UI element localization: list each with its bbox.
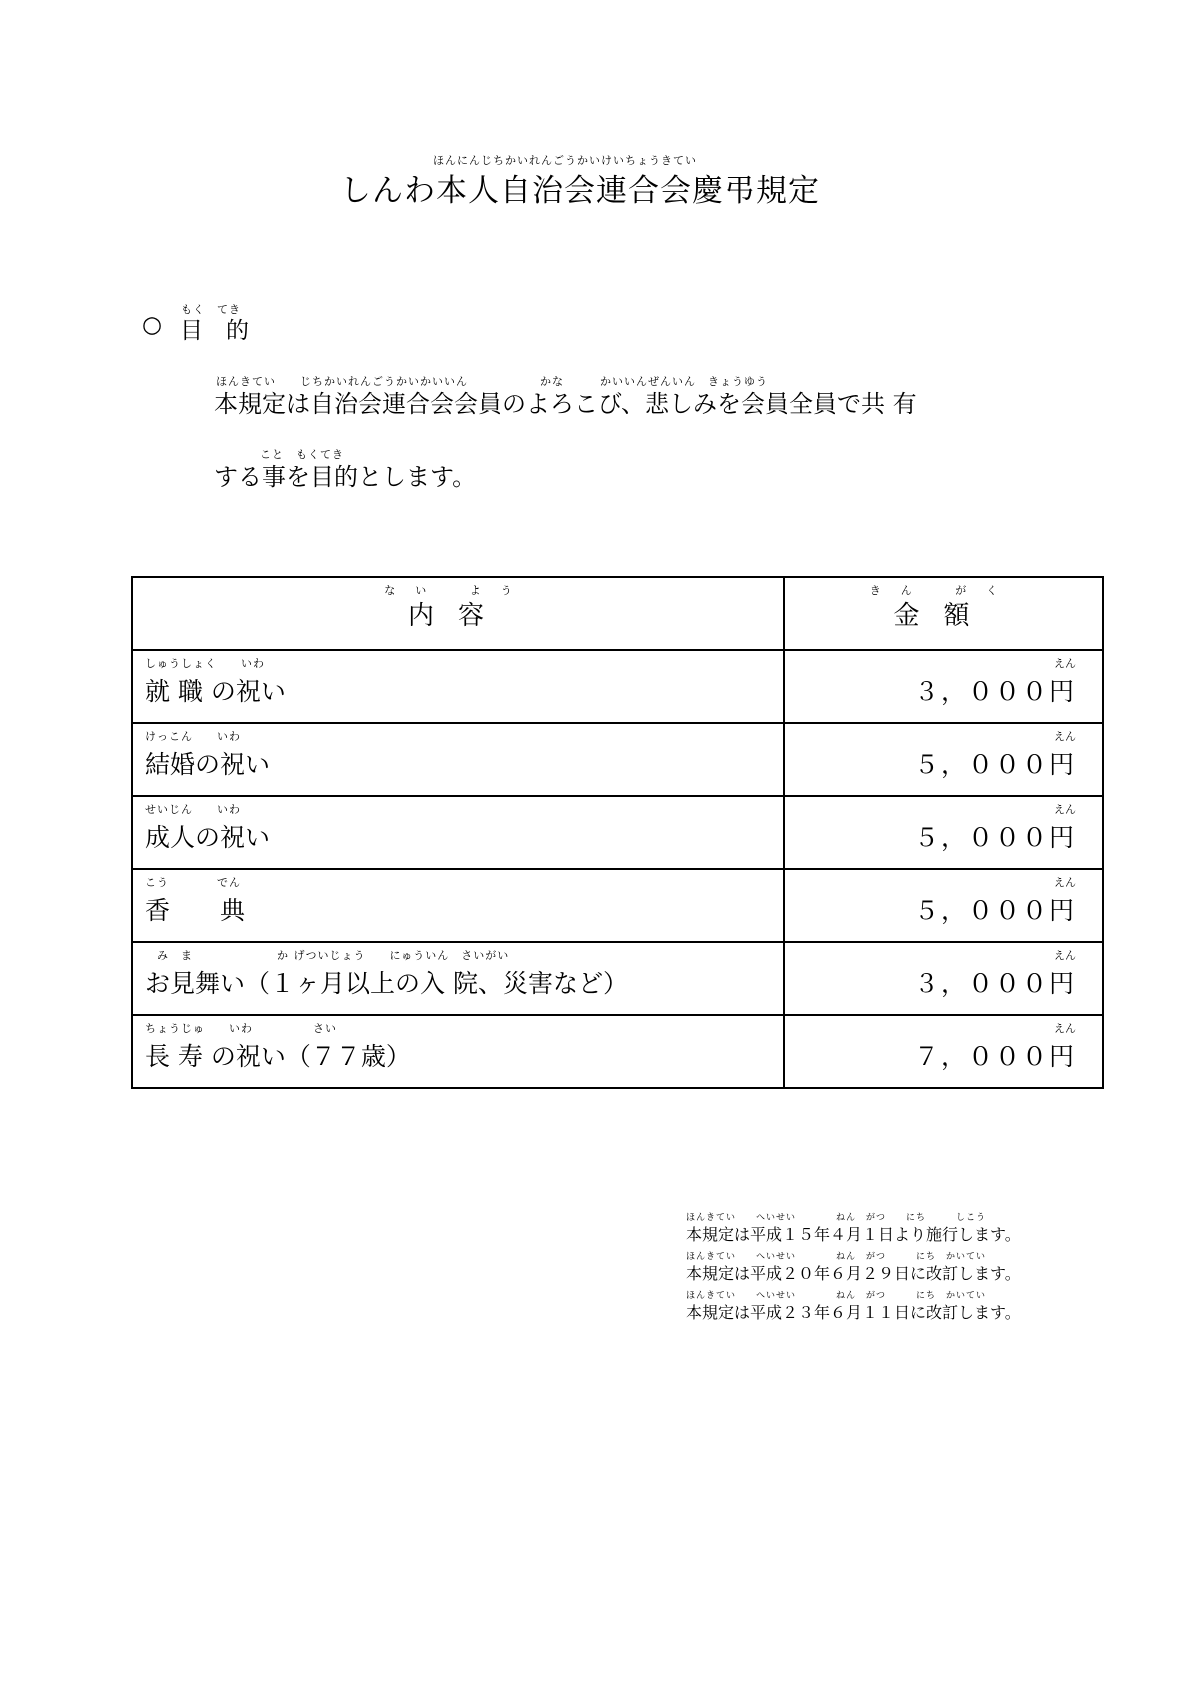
revision-note-text: 本規定は平成２０年６月２９日に改訂します。 bbox=[686, 1264, 1021, 1283]
purpose-heading: 目 的 bbox=[180, 318, 249, 344]
table-header-row bbox=[132, 577, 1103, 650]
row-amount-ruby: えん bbox=[1054, 949, 1076, 962]
header-amount-ruby: きん がく bbox=[869, 584, 1018, 597]
row-item: 成人の祝い bbox=[145, 823, 271, 852]
table-row bbox=[132, 1015, 1103, 1088]
row-item-ruby: み ま か げついじょう にゅういん さいがい bbox=[145, 949, 510, 962]
row-item-cell bbox=[132, 1015, 784, 1088]
row-amount-ruby: えん bbox=[1054, 730, 1076, 743]
row-amount-cell bbox=[784, 1015, 1103, 1088]
row-item-cell bbox=[132, 942, 784, 1015]
table-row bbox=[132, 796, 1103, 869]
row-item-ruby: けっこん いわ bbox=[145, 730, 241, 743]
table-row bbox=[132, 942, 1103, 1015]
row-item-ruby: ちょうじゅ いわ さい bbox=[145, 1022, 337, 1035]
purpose-line2-ruby: こと もくてき bbox=[260, 448, 344, 461]
document-title: しんわ本人自治会連合会慶弔規定 bbox=[340, 173, 820, 209]
row-amount-ruby: えん bbox=[1054, 803, 1076, 816]
row-item-ruby: せいじん いわ bbox=[145, 803, 241, 816]
revision-note-text: 本規定は平成１５年４月１日より施行します。 bbox=[686, 1225, 1021, 1244]
row-item: 結婚の祝い bbox=[145, 750, 271, 779]
fee-table bbox=[131, 576, 1104, 1089]
row-item-cell bbox=[132, 796, 784, 869]
table-row bbox=[132, 869, 1103, 942]
row-amount-cell bbox=[784, 869, 1103, 942]
row-item: お見舞い（１ヶ月以上の入 院、災害など） bbox=[145, 969, 628, 998]
row-amount: ３，０００円 bbox=[913, 969, 1076, 998]
header-content-label: 内容 bbox=[407, 601, 508, 631]
document-title-ruby: ほんにんじちかいれんごうかいけいちょうきてい bbox=[433, 154, 697, 167]
row-item-ruby: しゅうしょく いわ bbox=[145, 657, 265, 670]
revision-note-ruby: ほんきてい へいせい ねん がつ にち しこう bbox=[686, 1213, 987, 1223]
purpose-line2: する事を目的とします。 bbox=[214, 463, 477, 491]
table-row bbox=[132, 650, 1103, 723]
row-amount-cell bbox=[784, 723, 1103, 796]
row-amount-cell bbox=[784, 650, 1103, 723]
header-amount bbox=[784, 577, 1103, 650]
revision-note-text: 本規定は平成２３年６月１１日に改訂します。 bbox=[686, 1303, 1021, 1322]
row-amount: ３，０００円 bbox=[913, 677, 1076, 706]
revision-note-ruby: ほんきてい へいせい ねん がつ にち かいてい bbox=[686, 1291, 987, 1301]
row-amount: ５，０００円 bbox=[913, 896, 1076, 925]
table-row bbox=[132, 723, 1103, 796]
header-content bbox=[132, 577, 784, 650]
row-item: 長 寿 の祝い（７７歳） bbox=[145, 1042, 411, 1071]
row-amount-ruby: えん bbox=[1054, 1022, 1076, 1035]
row-amount-cell bbox=[784, 942, 1103, 1015]
row-item-cell bbox=[132, 723, 784, 796]
row-amount: ７，０００円 bbox=[913, 1042, 1076, 1071]
purpose-line1-ruby: ほんきてい じちかいれんごうかいかいいん かな かいいんぜんいん きょうゆう bbox=[216, 375, 768, 388]
purpose-bullet: ○ bbox=[142, 312, 163, 338]
header-amount-label: 金額 bbox=[893, 601, 994, 631]
row-item: 就 職 の祝い bbox=[145, 677, 286, 706]
row-item-cell bbox=[132, 869, 784, 942]
row-item-ruby: こう でん bbox=[145, 876, 241, 889]
row-amount: ５，０００円 bbox=[913, 823, 1076, 852]
row-amount: ５，０００円 bbox=[913, 750, 1076, 779]
row-amount-cell bbox=[784, 796, 1103, 869]
row-item: 香 典 bbox=[145, 896, 246, 925]
header-content-ruby: ない よう bbox=[384, 584, 532, 597]
row-amount-ruby: えん bbox=[1054, 876, 1076, 889]
row-amount-ruby: えん bbox=[1054, 657, 1076, 670]
revision-note-ruby: ほんきてい へいせい ねん がつ にち かいてい bbox=[686, 1252, 987, 1262]
purpose-heading-ruby: もく てき bbox=[181, 303, 241, 316]
row-item-cell bbox=[132, 650, 784, 723]
purpose-line1: 本規定は自治会連合会会員のよろこび、悲しみを会員全員で共 有 bbox=[214, 390, 917, 418]
